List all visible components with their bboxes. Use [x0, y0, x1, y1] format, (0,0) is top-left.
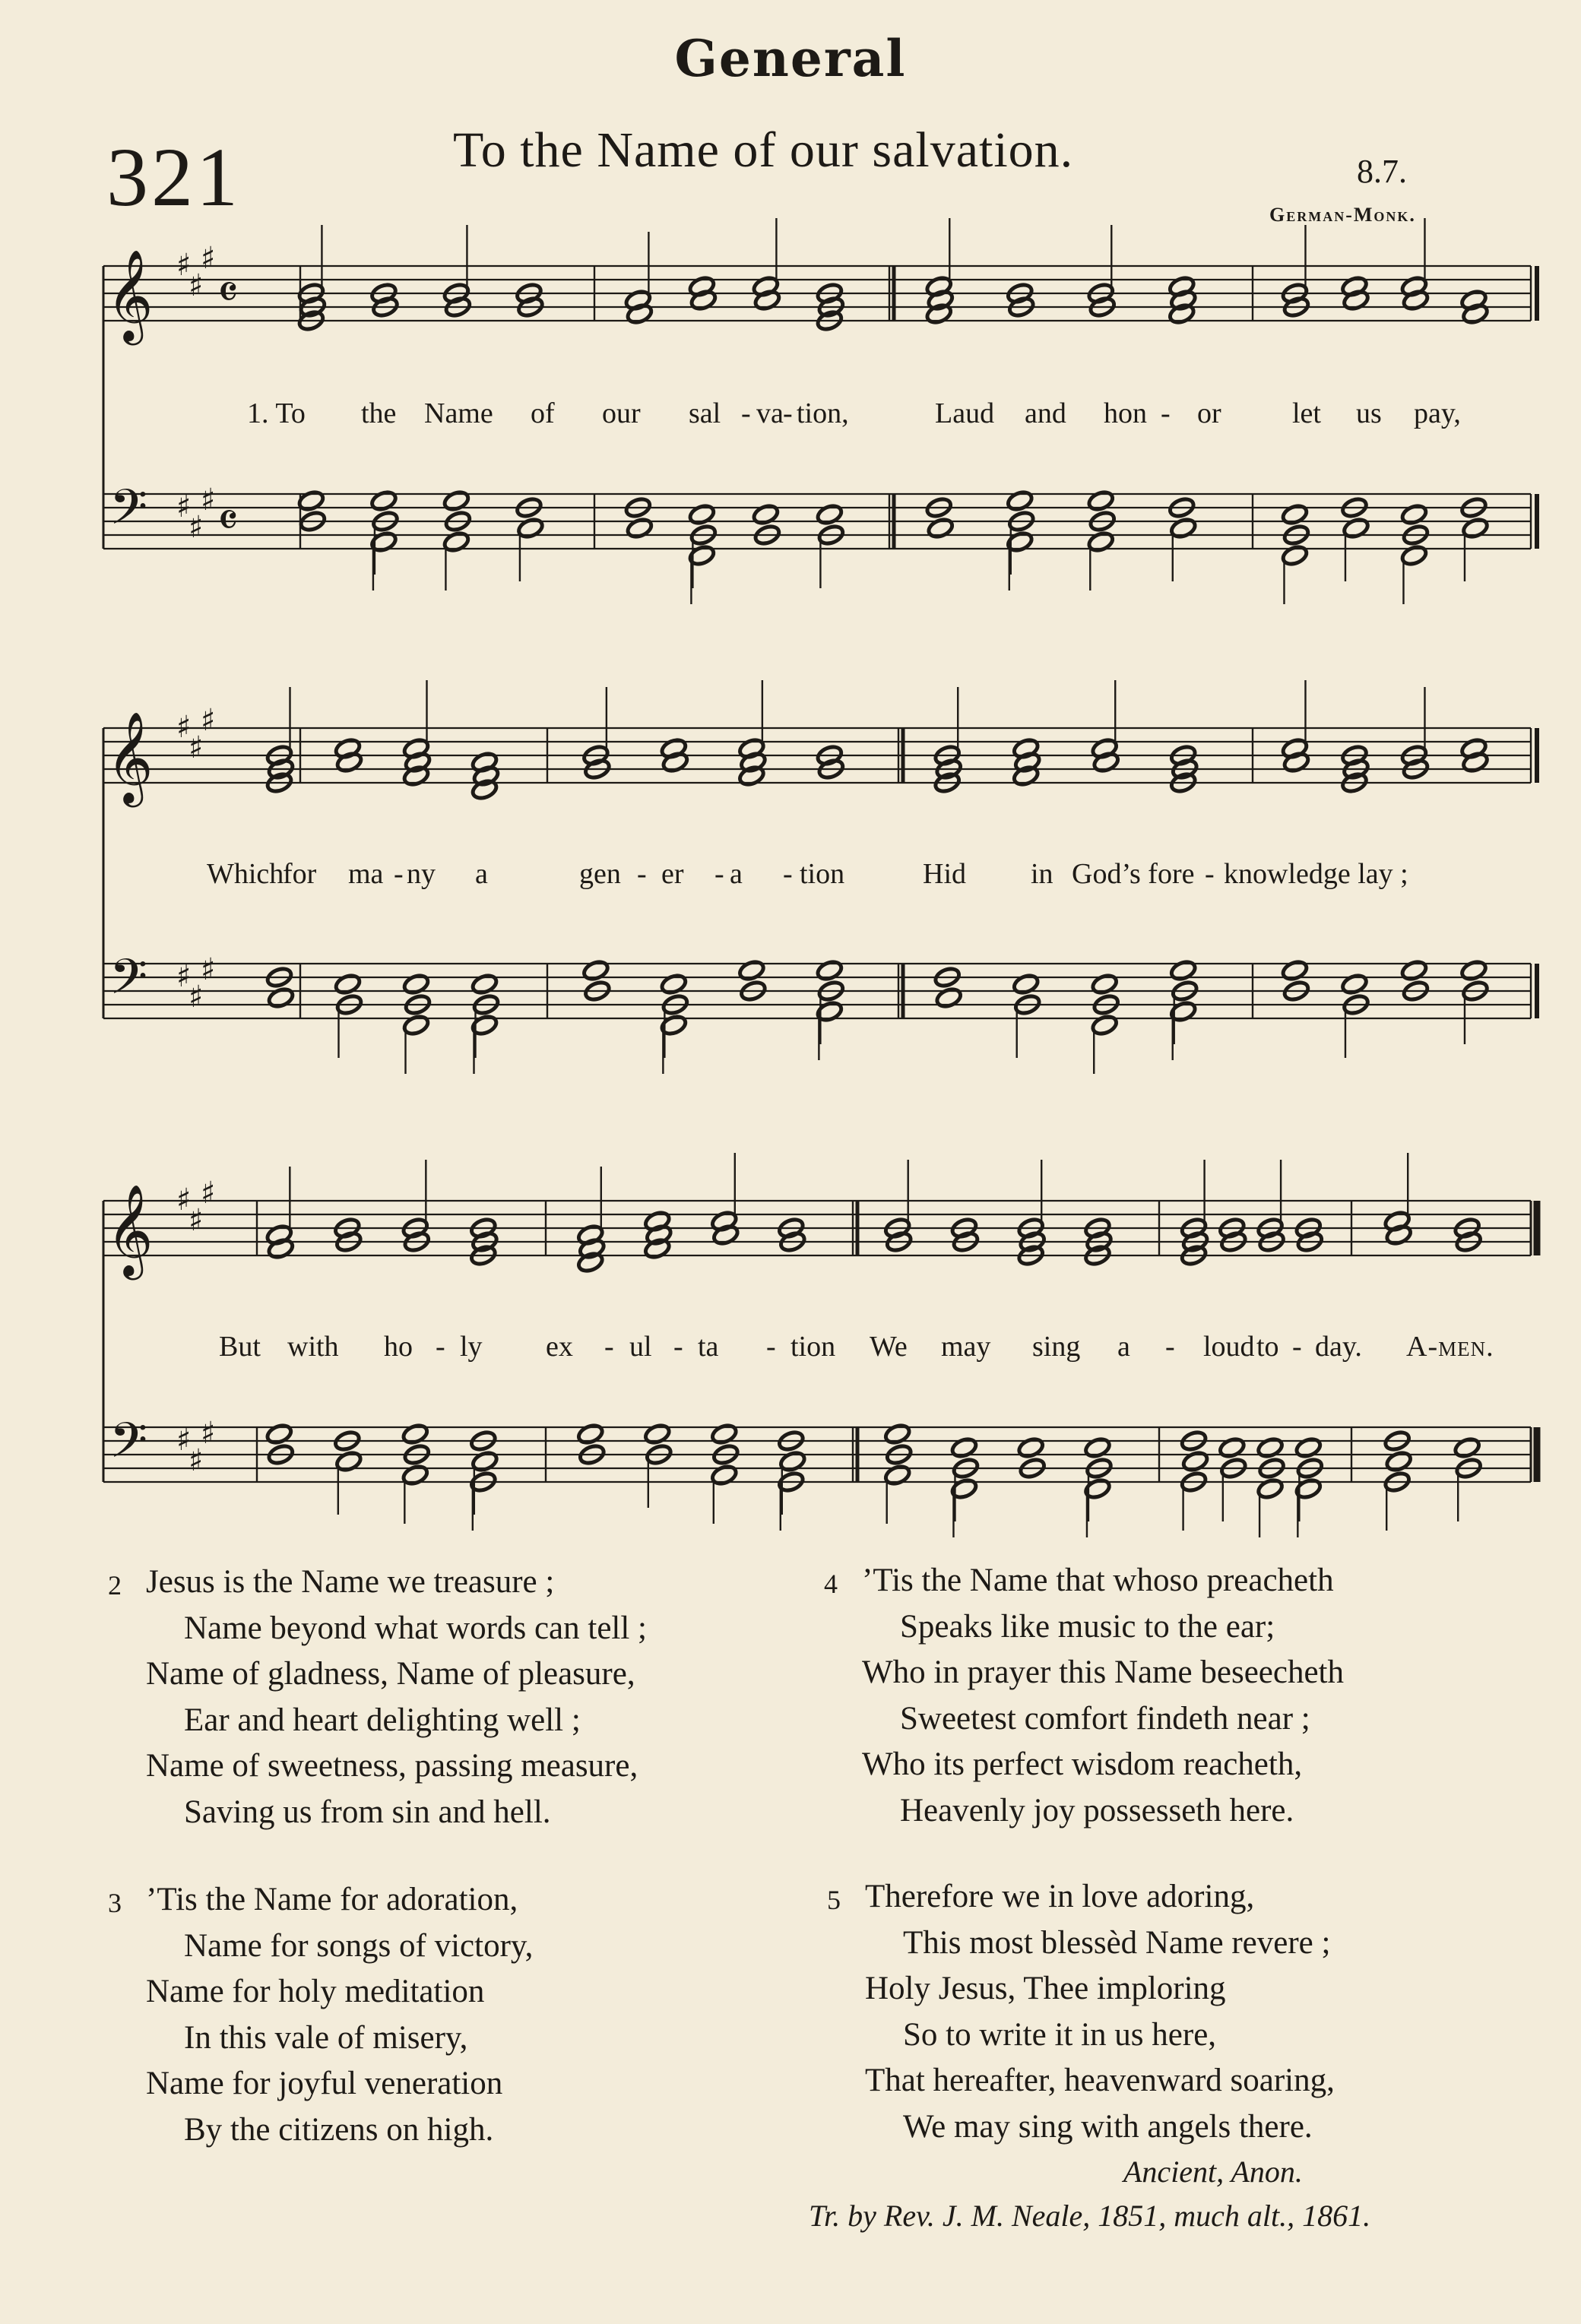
lyric-syllable: tion, [797, 397, 849, 429]
page-header: General [674, 29, 907, 88]
lyric-syllable: ul [629, 1331, 652, 1363]
attribution-source: Ancient, Anon. [1123, 2155, 1303, 2189]
note-head [643, 1423, 671, 1446]
common-time-icon: 𝄴 [217, 492, 239, 548]
lyric-syllable: - [394, 858, 404, 890]
lyric-syllable: Name [424, 397, 493, 429]
lyric-syllable: Laud [935, 397, 995, 429]
sharp-icon: ♯ [201, 1416, 216, 1451]
note-head [1385, 1450, 1413, 1474]
lyric-syllable: or [1197, 397, 1221, 429]
verse-line: This most blessèd Name revere ; [903, 1924, 1331, 1961]
note-head [1400, 503, 1428, 527]
note-head [1218, 1436, 1246, 1460]
lyrics-line-3 [0, 1330, 1581, 1368]
verse-line: We may sing with angels there. [903, 2108, 1313, 2145]
verse-2 [108, 1559, 647, 1835]
verse-line: In this vale of misery, [184, 2019, 468, 2056]
verse-line: Heavenly joy possesseth here. [900, 1792, 1294, 1828]
lyric-syllable: ex [546, 1331, 573, 1363]
note-head [576, 1423, 604, 1446]
note-head [402, 973, 430, 996]
lyric-syllable: gen [579, 858, 621, 890]
verse-line: ’Tis the Name for adoration, [146, 1882, 518, 1917]
note-head [1017, 1436, 1045, 1460]
tune-name: German-Monk. [1269, 204, 1416, 226]
sharp-icon: ♯ [189, 730, 204, 765]
verse-line: ’Tis the Name that whoso preacheth [862, 1563, 1334, 1598]
lyric-syllable: - [783, 397, 793, 429]
note-head [470, 973, 499, 996]
verse-line: Therefore we in love adoring, [865, 1879, 1255, 1914]
note-head [816, 503, 844, 527]
sharp-icon: ♯ [176, 710, 192, 745]
verse-line: Name for joyful veneration [146, 2066, 503, 2101]
verse-line: Jesus is the Name we treasure ; [146, 1564, 555, 1600]
verse-number: 5 [827, 1885, 841, 1915]
note-head [401, 1423, 429, 1446]
note-head [1340, 973, 1368, 996]
note-head [334, 973, 362, 996]
verse-line: Ear and heart delighting well ; [184, 1702, 581, 1738]
lyric-syllable: in [1031, 858, 1053, 890]
verse-line: Name of gladness, Name of pleasure, [146, 1656, 635, 1692]
note-head [816, 959, 844, 983]
lyric-syllable: for [283, 858, 317, 890]
verse-line: Name for holy meditation [146, 1974, 485, 2009]
note-head [1256, 1436, 1285, 1460]
sharp-icon: ♯ [201, 483, 216, 518]
lyric-syllable: let [1292, 397, 1321, 429]
note-head [297, 489, 325, 513]
sharp-icon: ♯ [189, 1443, 204, 1478]
lyric-syllable: of [531, 397, 555, 429]
lyric-syllable: Which [207, 858, 284, 890]
attribution-translator: Tr. by Rev. J. M. Neale, 1851, much alt., 1861. [809, 2199, 1371, 2233]
note-head [688, 503, 716, 527]
lyric-syllable: hon [1104, 397, 1147, 429]
verse-3 [108, 1877, 534, 2153]
lyric-syllable: 1. To [247, 397, 306, 429]
lyric-syllable: But [219, 1331, 261, 1363]
treble-clef-icon: 𝄞 [106, 711, 154, 803]
lyric-syllable: our [602, 397, 641, 429]
verse-line: Who in prayer this Name beseecheth [862, 1654, 1344, 1690]
note-head [935, 986, 963, 1010]
lyric-syllable: ma [348, 858, 384, 890]
sharp-icon: ♯ [201, 241, 216, 276]
lyric-syllable: the [361, 397, 397, 429]
sharp-icon: ♯ [201, 1176, 216, 1211]
sharp-icon: ♯ [176, 1423, 192, 1458]
verse-line: Sweetest comfort findeth near ; [900, 1700, 1310, 1737]
note-head [752, 503, 780, 527]
lyric-syllable: - [1165, 1331, 1175, 1363]
verse-number: 3 [108, 1888, 122, 1918]
verse-4 [824, 1558, 1344, 1834]
treble-clef-icon: 𝄞 [106, 1183, 154, 1276]
note-head [265, 1423, 293, 1446]
lyric-syllable: us [1356, 397, 1382, 429]
hymn-title: To the Name of our salvation. [453, 122, 1074, 178]
lyric-syllable: ho [384, 1331, 413, 1363]
lyric-syllable: va [756, 397, 784, 429]
lyric-syllable: A-men. [1406, 1331, 1494, 1363]
lyric-syllable: sing [1032, 1331, 1081, 1363]
bass-clef-icon: 𝄢 [109, 1413, 148, 1481]
note-head [1083, 1436, 1111, 1460]
note-head [267, 986, 295, 1010]
note-head [710, 1423, 738, 1446]
lyrics-line-2 [0, 857, 1581, 895]
hymn-number: 321 [106, 131, 241, 223]
lyric-syllable: ta [698, 1331, 719, 1363]
verse-line: Speaks like music to the ear; [900, 1608, 1275, 1645]
note-head [1294, 1436, 1323, 1460]
sharp-icon: ♯ [176, 959, 192, 994]
verse-line: That hereafter, heavenward soaring, [865, 2063, 1335, 2098]
lyric-syllable: may [941, 1331, 991, 1363]
sharp-icon: ♯ [189, 980, 204, 1015]
verse-line: Name beyond what words can tell ; [184, 1610, 647, 1646]
lyric-syllable: pay, [1414, 397, 1461, 429]
note-head [1169, 959, 1197, 983]
note-head [1281, 959, 1309, 983]
lyric-syllable: and [1025, 397, 1066, 429]
lyric-syllable: loud [1203, 1331, 1255, 1363]
note-head [1091, 973, 1119, 996]
lyric-syllable: God’s fore [1072, 858, 1195, 890]
sharp-icon: ♯ [201, 703, 216, 738]
lyric-syllable: We [870, 1331, 908, 1363]
note-head [1400, 959, 1428, 983]
note-head [442, 489, 470, 513]
lyric-syllable: - [783, 858, 793, 890]
bass-clef-icon: 𝄢 [109, 949, 148, 1018]
note-head [1453, 1436, 1481, 1460]
note-head [1181, 1450, 1209, 1474]
verse-line: So to write it in us here, [903, 2016, 1217, 2053]
verse-line: Saving us from sin and hell. [184, 1794, 551, 1830]
note-head [737, 959, 765, 983]
verse-5 [827, 1874, 1335, 2150]
verse-line: Who its perfect wisdom reacheth, [862, 1746, 1303, 1782]
lyric-syllable: - [766, 1331, 776, 1363]
lyric-syllable: er [661, 858, 684, 890]
lyric-syllable: - [604, 1331, 614, 1363]
note-head [883, 1423, 911, 1446]
lyric-syllable: with [287, 1331, 339, 1363]
note-head [950, 1436, 978, 1460]
sharp-icon: ♯ [176, 248, 192, 283]
sharp-icon: ♯ [189, 268, 204, 303]
lyric-syllable: ny [407, 858, 436, 890]
verse-line: Holy Jesus, Thee imploring [865, 1971, 1226, 2006]
note-head [1281, 503, 1309, 527]
lyric-syllable: - [741, 397, 751, 429]
lyric-syllable: sal [689, 397, 721, 429]
lyric-syllable: a [730, 858, 743, 890]
sharp-icon: ♯ [176, 489, 192, 524]
sharp-icon: ♯ [176, 1183, 192, 1217]
lyric-syllable: - [1292, 1331, 1302, 1363]
verse-line: By the citizens on high. [184, 2111, 494, 2148]
verse-line: Name of sweetness, passing measure, [146, 1748, 638, 1784]
meter-label: 8.7. [1357, 153, 1407, 190]
note-head [1087, 489, 1115, 513]
verse-line: Name for songs of victory, [184, 1927, 534, 1964]
lyric-syllable: knowledge lay ; [1224, 858, 1408, 890]
sharp-icon: ♯ [189, 510, 204, 545]
note-head [1006, 489, 1034, 513]
verse-number: 2 [108, 1570, 122, 1601]
bass-clef-icon: 𝄢 [109, 480, 148, 548]
lyric-syllable: tion [800, 858, 845, 890]
note-head [581, 959, 610, 983]
lyrics-line-1 [0, 397, 1581, 435]
lyric-syllable: - [637, 858, 647, 890]
lyric-syllable: ly [460, 1331, 483, 1363]
sharp-icon: ♯ [201, 952, 216, 987]
lyric-syllable: to [1256, 1331, 1279, 1363]
lyric-syllable: - [714, 858, 724, 890]
lyric-syllable: a [1117, 1331, 1130, 1363]
lyric-syllable: tion [790, 1331, 836, 1363]
note-head [1459, 959, 1488, 983]
note-head [626, 517, 654, 540]
note-head [660, 973, 688, 996]
lyric-syllable: - [673, 1331, 683, 1363]
note-head [1012, 973, 1040, 996]
lyric-syllable: - [1161, 397, 1171, 429]
sharp-icon: ♯ [189, 1203, 204, 1238]
note-head [927, 517, 955, 540]
verse-number: 4 [824, 1569, 838, 1599]
lyric-syllable: Hid [923, 858, 966, 890]
lyric-syllable: - [1205, 858, 1215, 890]
lyric-syllable: day. [1315, 1331, 1362, 1363]
lyric-syllable: a [475, 858, 488, 890]
treble-clef-icon: 𝄞 [106, 249, 154, 341]
lyric-syllable: - [436, 1331, 445, 1363]
common-time-icon: 𝄴 [217, 264, 239, 320]
note-head [369, 489, 398, 513]
